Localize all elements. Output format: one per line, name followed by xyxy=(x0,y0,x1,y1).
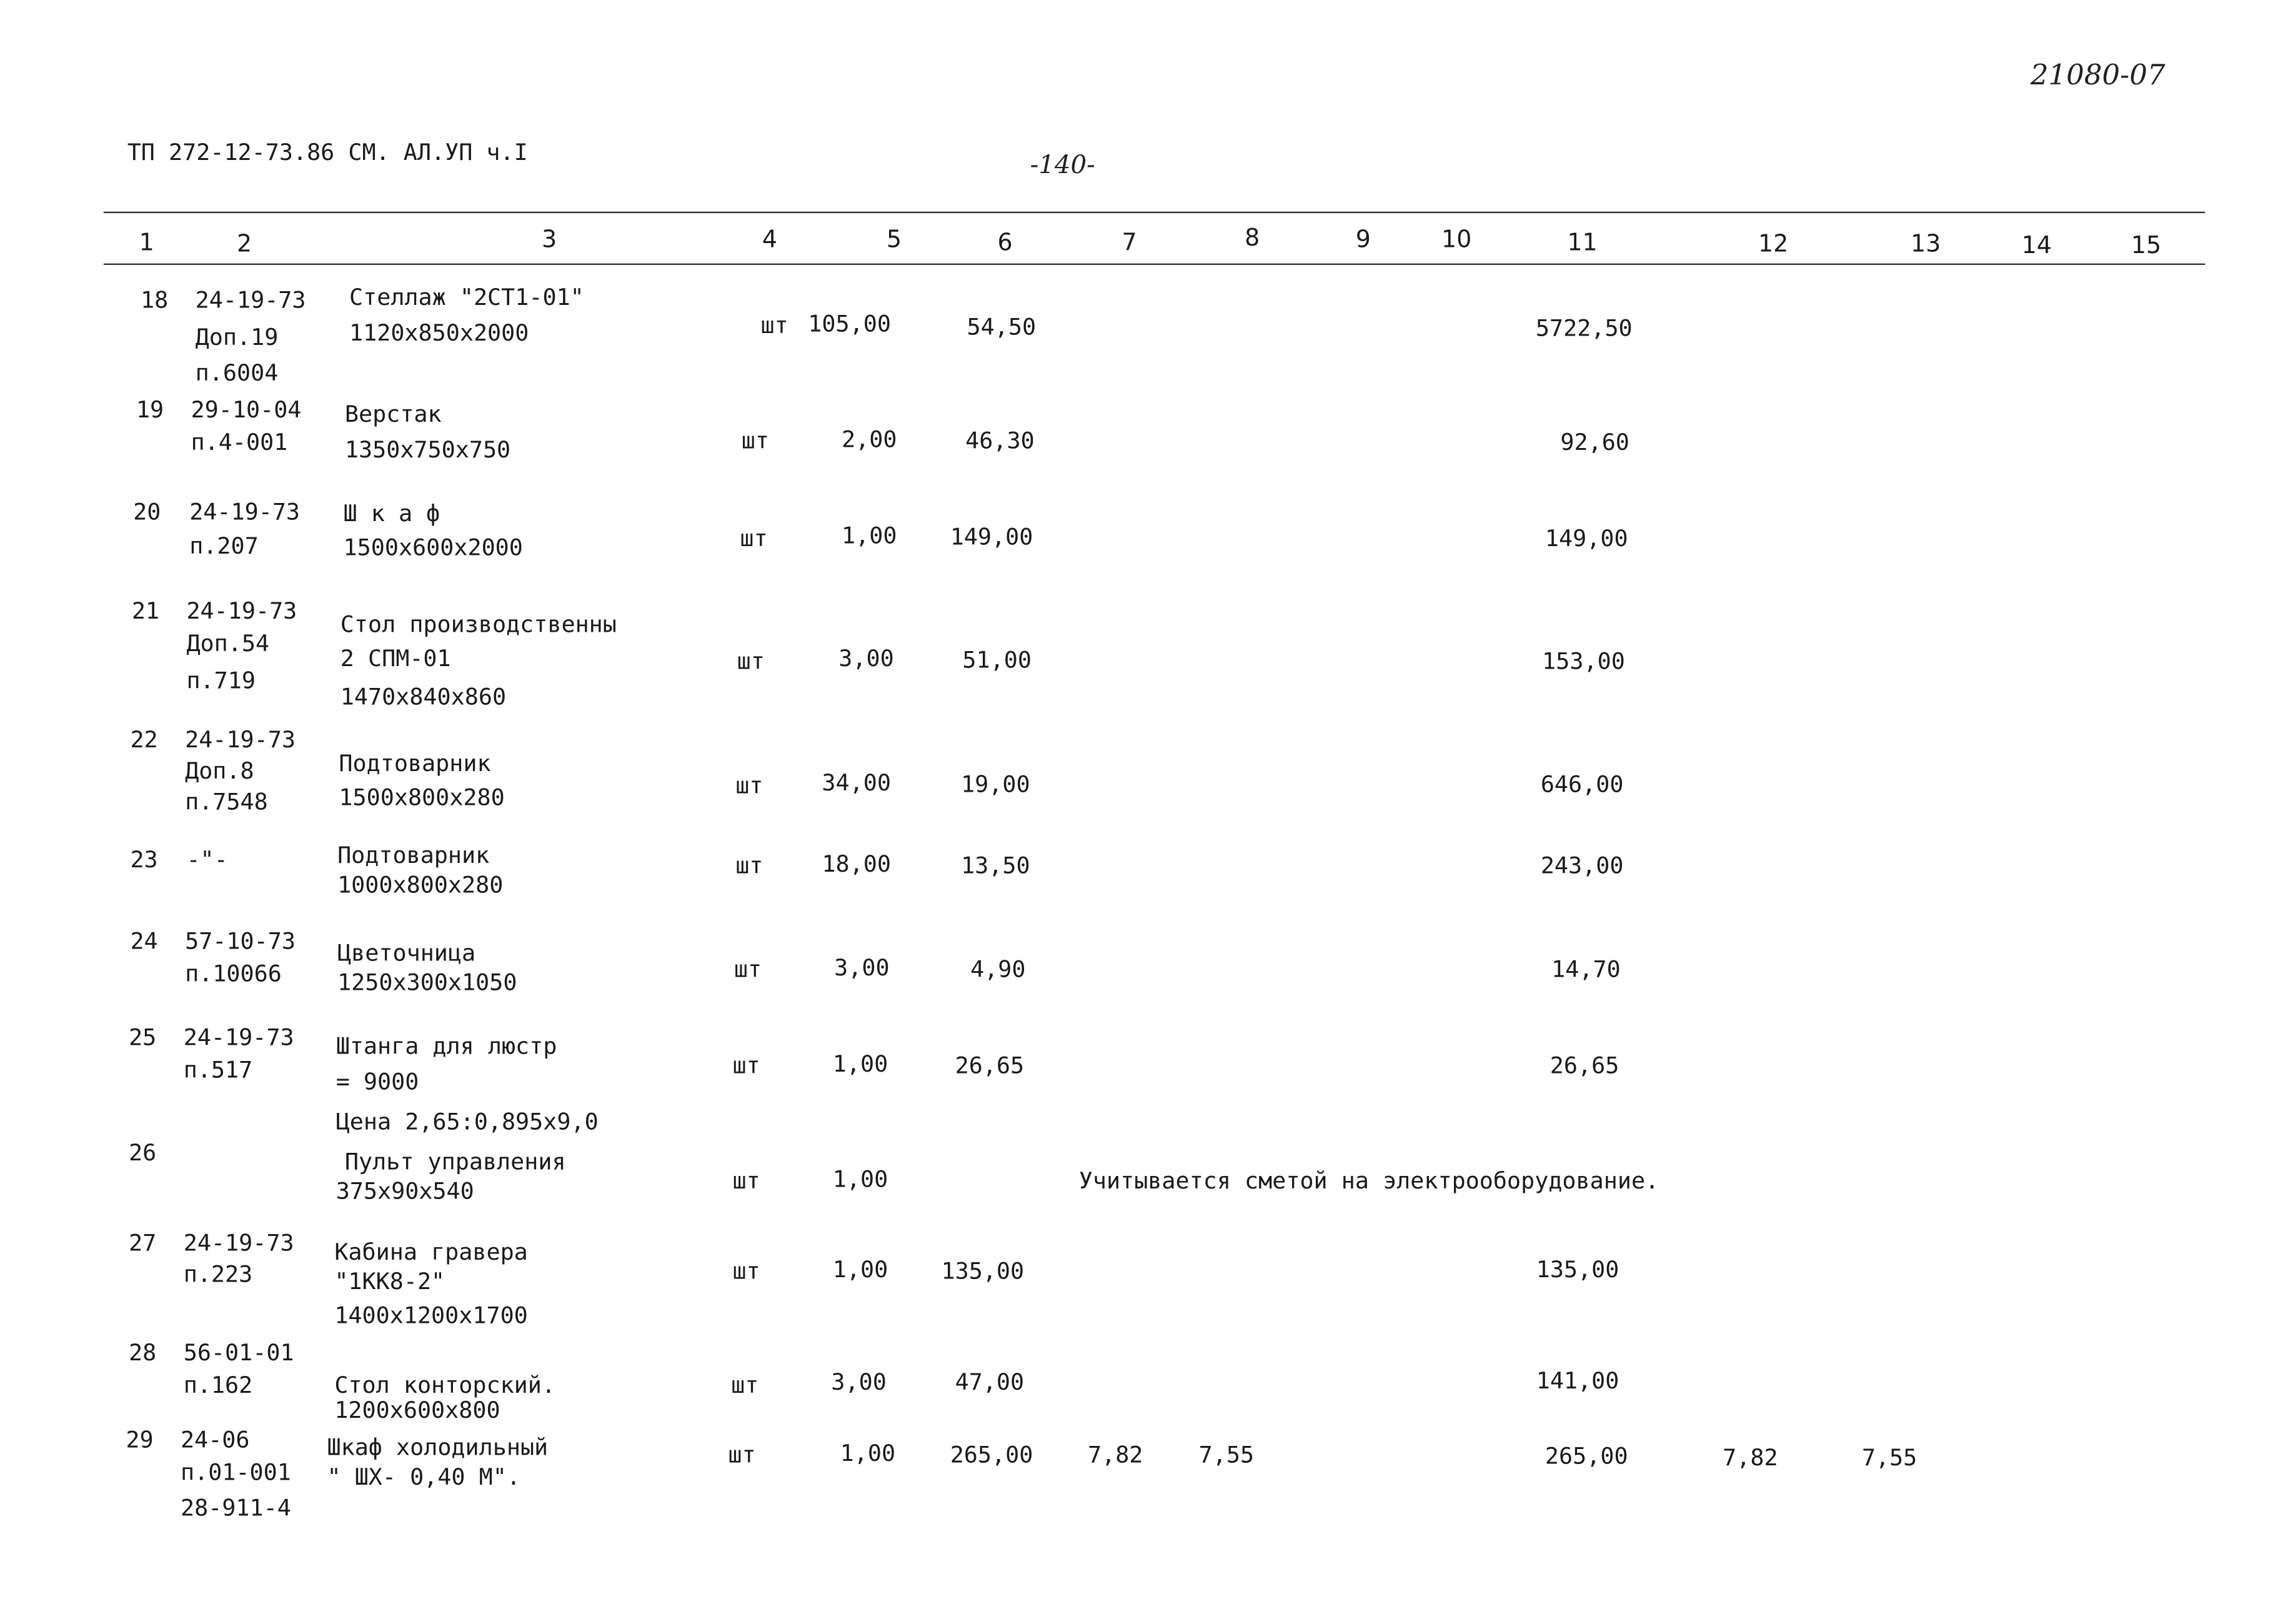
row-number: 21 xyxy=(131,597,160,625)
row-total: 265,00 xyxy=(1544,1443,1628,1470)
col-header: 9 xyxy=(1355,225,1371,254)
row-name: Штанга для люстр xyxy=(336,1033,557,1060)
row-code: 56-01-01 xyxy=(183,1339,294,1367)
row-name: Цветочница xyxy=(337,940,476,967)
row-name: Подтоварник xyxy=(337,842,490,869)
col-header: 3 xyxy=(541,225,557,254)
row-code: 24-19-73 xyxy=(183,1230,294,1257)
row-price: 54,50 xyxy=(967,314,1037,341)
row-qty: 1,00 xyxy=(840,1440,896,1467)
row-note: Учитывается сметой на электрооборудование. xyxy=(1078,1167,1659,1195)
row-price: 46,30 xyxy=(965,427,1035,455)
row-total: 243,00 xyxy=(1540,852,1624,880)
row-unit: шт xyxy=(741,427,769,455)
row-number: 20 xyxy=(133,499,161,526)
row-qty: 18,00 xyxy=(822,851,891,878)
row-name: 1500х800х280 xyxy=(339,784,505,812)
row-code: 24-06 xyxy=(180,1427,250,1454)
row-code: 24-19-73 xyxy=(186,597,297,625)
row-name: "1КК8-2" xyxy=(334,1268,445,1295)
row-code: п.223 xyxy=(183,1261,253,1288)
row-col7: 7,82 xyxy=(1087,1442,1143,1468)
row-unit: шт xyxy=(731,1372,759,1399)
row-total: 153,00 xyxy=(1542,648,1625,675)
header-rule-bottom xyxy=(104,264,2206,265)
row-number: 26 xyxy=(129,1139,157,1167)
row-unit: шт xyxy=(734,956,762,983)
row-qty: 2,00 xyxy=(842,426,897,453)
row-unit: шт xyxy=(728,1442,756,1468)
row-total: 149,00 xyxy=(1544,525,1628,552)
row-number: 28 xyxy=(129,1339,157,1367)
row-qty: 1,00 xyxy=(832,1257,888,1283)
row-total: 5722,50 xyxy=(1535,315,1633,342)
row-code: 24-19-73 xyxy=(189,499,301,526)
row-qty: 3,00 xyxy=(838,645,894,672)
row-price: 4,90 xyxy=(970,956,1026,983)
row-qty: 3,00 xyxy=(831,1369,887,1396)
row-code: п.6004 xyxy=(195,359,279,387)
row-unit: шт xyxy=(735,772,763,800)
header-rule-top xyxy=(104,212,2206,213)
row-price: 51,00 xyxy=(962,647,1032,674)
row-code: п.10066 xyxy=(185,960,282,987)
row-price: 19,00 xyxy=(961,771,1030,798)
col-header: 12 xyxy=(1758,229,1789,258)
row-code: п.162 xyxy=(183,1372,253,1399)
row-col8: 7,55 xyxy=(1198,1442,1255,1468)
row-name: 2 СПМ-01 xyxy=(340,645,451,672)
row-code: Доп.54 xyxy=(186,630,270,657)
col-header: 10 xyxy=(1441,225,1472,254)
row-name: 1400х1200х1700 xyxy=(334,1302,528,1330)
row-code: п.01-001 xyxy=(180,1459,291,1487)
col-header: 6 xyxy=(997,227,1013,256)
row-qty: 1,00 xyxy=(832,1050,888,1078)
row-number: 25 xyxy=(129,1024,157,1051)
row-code: 24-19-73 xyxy=(195,287,306,314)
row-total: 14,70 xyxy=(1551,956,1621,983)
row-code: п.4-001 xyxy=(191,429,288,456)
row-code: п.517 xyxy=(183,1057,253,1083)
row-total: 26,65 xyxy=(1549,1052,1619,1079)
row-unit: шт xyxy=(732,1167,760,1195)
row-name: 1000х800х280 xyxy=(337,872,504,899)
row-qty: 1,00 xyxy=(842,522,897,549)
row-name: 1250х300х1050 xyxy=(337,969,517,997)
row-name: Цена 2,65:0,895х9,0 xyxy=(336,1108,599,1135)
row-unit: шт xyxy=(737,648,765,675)
row-name: Кабина гравера xyxy=(334,1238,528,1266)
row-number: 24 xyxy=(130,928,158,955)
row-number: 22 xyxy=(130,727,158,754)
col-header: 8 xyxy=(1245,223,1260,252)
row-name: Стеллаж "2СТ1-01" xyxy=(349,284,584,311)
col-header: 15 xyxy=(2131,231,2162,259)
row-name: 1120х850х2000 xyxy=(349,319,529,347)
row-number: 27 xyxy=(129,1230,157,1257)
row-name: 1470х840х860 xyxy=(340,684,507,710)
row-total: 141,00 xyxy=(1536,1367,1619,1395)
col-header: 13 xyxy=(1910,229,1941,258)
col-header: 2 xyxy=(236,229,252,258)
row-code: Доп.19 xyxy=(195,324,279,351)
row-price: 47,00 xyxy=(955,1369,1025,1396)
row-code: п.207 xyxy=(189,532,259,560)
col-header: 14 xyxy=(2021,231,2052,259)
row-number: 29 xyxy=(126,1427,154,1454)
row-number: 23 xyxy=(130,846,158,874)
row-price: 149,00 xyxy=(950,524,1033,551)
row-code: 24-19-73 xyxy=(183,1024,294,1051)
row-number: 18 xyxy=(141,287,169,314)
row-name: Стол производственны xyxy=(340,611,617,638)
row-qty: 34,00 xyxy=(822,769,891,797)
row-col13: 7,55 xyxy=(1861,1444,1917,1472)
row-number: 19 xyxy=(136,396,164,424)
row-name: 375х90х540 xyxy=(336,1178,474,1205)
col-header: 4 xyxy=(762,225,778,254)
row-price: 135,00 xyxy=(941,1258,1025,1285)
row-code: Доп.8 xyxy=(185,757,254,785)
row-name: Шкаф холодильный xyxy=(327,1434,549,1461)
col-header: 11 xyxy=(1567,227,1598,256)
row-total: 135,00 xyxy=(1536,1257,1619,1283)
col-header: 1 xyxy=(139,227,154,256)
row-price: 265,00 xyxy=(950,1442,1033,1468)
row-name: 1500х600х2000 xyxy=(343,534,523,561)
row-name: = 9000 xyxy=(336,1069,419,1095)
row-price: 26,65 xyxy=(955,1052,1025,1079)
row-col12: 7,82 xyxy=(1723,1444,1778,1472)
row-name: " ШХ- 0,40 М". xyxy=(327,1463,520,1491)
row-name: 1200х600х800 xyxy=(334,1397,500,1424)
row-unit: шт xyxy=(740,525,768,552)
page-number: -140- xyxy=(1030,151,1095,181)
row-qty: 1,00 xyxy=(832,1166,888,1193)
doc-reference: ТП 272-12-73.86 СМ. АЛ.УП ч.I xyxy=(127,139,528,166)
doc-number: 21080-07 xyxy=(2030,59,2166,92)
row-name: Подтоварник xyxy=(339,750,491,777)
row-code: 28-911-4 xyxy=(180,1495,291,1522)
row-code: п.719 xyxy=(186,667,256,694)
row-name: 1350х750х750 xyxy=(344,436,511,464)
col-header: 7 xyxy=(1122,227,1137,256)
row-code: п.7548 xyxy=(185,789,268,816)
row-code: 24-19-73 xyxy=(185,727,296,754)
row-qty: 3,00 xyxy=(834,954,890,982)
row-name: Стол конторский. xyxy=(334,1372,556,1399)
row-name: Ш к а ф xyxy=(343,500,440,527)
col-header: 5 xyxy=(886,225,902,254)
row-total: 92,60 xyxy=(1560,429,1629,456)
row-unit: шт xyxy=(735,852,763,880)
row-unit: шт xyxy=(732,1258,760,1285)
row-name: Пульт управления xyxy=(344,1148,566,1175)
row-code: 57-10-73 xyxy=(185,928,296,955)
row-code: 29-10-04 xyxy=(191,396,302,424)
row-code: -"- xyxy=(186,846,228,874)
row-name: Верстак xyxy=(344,401,442,428)
row-qty: 105,00 xyxy=(808,311,891,338)
row-total: 646,00 xyxy=(1540,771,1624,798)
row-unit: шт xyxy=(760,312,788,339)
row-unit: шт xyxy=(732,1052,760,1079)
row-price: 13,50 xyxy=(961,852,1030,880)
